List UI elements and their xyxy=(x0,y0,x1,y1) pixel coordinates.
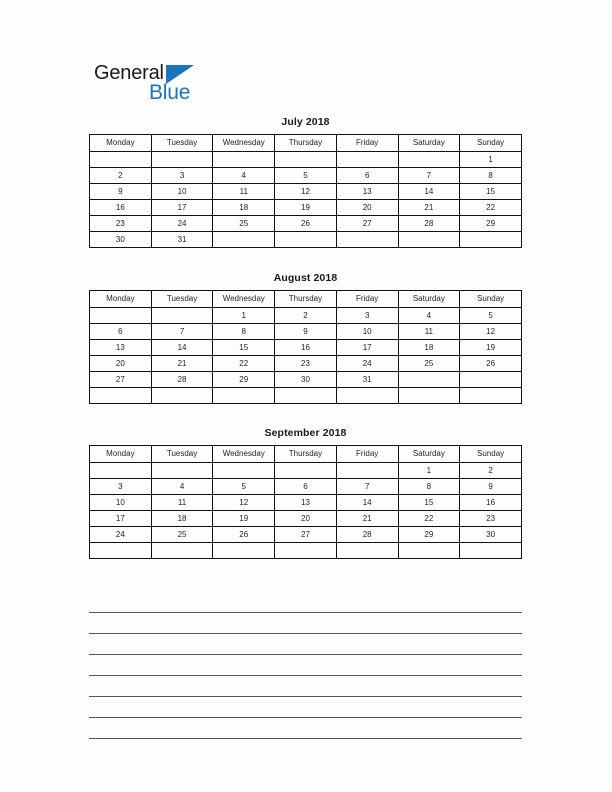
day-cell: 11 xyxy=(213,184,275,200)
day-cell-empty xyxy=(460,372,522,388)
general-blue-logo xyxy=(94,62,204,108)
day-cell-empty xyxy=(336,232,398,248)
day-cell: 31 xyxy=(151,232,213,248)
table-row xyxy=(90,168,522,184)
table-row xyxy=(90,495,522,511)
day-cell: 23 xyxy=(275,356,337,372)
day-cell: 20 xyxy=(90,356,152,372)
day-cell: 18 xyxy=(213,200,275,216)
note-line[interactable] xyxy=(89,592,522,613)
table-row xyxy=(90,527,522,543)
note-line[interactable] xyxy=(89,676,522,697)
day-cell: 19 xyxy=(213,511,275,527)
day-cell: 2 xyxy=(90,168,152,184)
day-cell: 17 xyxy=(90,511,152,527)
day-cell: 16 xyxy=(275,340,337,356)
day-cell: 30 xyxy=(460,527,522,543)
day-cell: 7 xyxy=(151,324,213,340)
day-cell: 13 xyxy=(275,495,337,511)
day-cell-empty xyxy=(213,543,275,559)
day-cell-empty xyxy=(151,543,213,559)
table-row xyxy=(90,216,522,232)
day-cell: 18 xyxy=(398,340,460,356)
note-line[interactable] xyxy=(89,718,522,739)
day-cell-empty xyxy=(90,463,152,479)
day-cell: 13 xyxy=(90,340,152,356)
logo-word-blue: Blue xyxy=(149,81,191,104)
table-row xyxy=(90,184,522,200)
day-cell-empty xyxy=(90,388,152,404)
weekday-header-friday: Friday xyxy=(336,446,398,463)
day-cell: 25 xyxy=(398,356,460,372)
weekday-header-wednesday: Wednesday xyxy=(213,446,275,463)
day-cell: 12 xyxy=(275,184,337,200)
day-cell: 15 xyxy=(460,184,522,200)
weekday-header-wednesday: Wednesday xyxy=(213,135,275,152)
day-cell: 20 xyxy=(336,200,398,216)
day-cell: 24 xyxy=(336,356,398,372)
table-header-row xyxy=(90,446,522,463)
day-cell-empty xyxy=(213,463,275,479)
day-cell: 5 xyxy=(275,168,337,184)
day-cell: 5 xyxy=(213,479,275,495)
day-cell: 29 xyxy=(460,216,522,232)
day-cell: 10 xyxy=(151,184,213,200)
logo-word-general: General xyxy=(94,62,164,84)
day-cell-empty xyxy=(460,543,522,559)
day-cell-empty xyxy=(398,388,460,404)
day-cell: 3 xyxy=(151,168,213,184)
month-block-august xyxy=(89,272,522,404)
day-cell-empty xyxy=(90,308,152,324)
weekday-header-sunday: Sunday xyxy=(460,291,522,308)
day-cell-empty xyxy=(213,152,275,168)
day-cell: 22 xyxy=(460,200,522,216)
day-cell: 24 xyxy=(90,527,152,543)
table-row xyxy=(90,340,522,356)
month-title: August 2018 xyxy=(273,272,338,284)
weekday-header-thursday: Thursday xyxy=(275,135,337,152)
day-cell: 16 xyxy=(460,495,522,511)
note-line[interactable] xyxy=(89,697,522,718)
day-cell: 19 xyxy=(460,340,522,356)
day-cell: 22 xyxy=(398,511,460,527)
table-row xyxy=(90,511,522,527)
note-line[interactable] xyxy=(89,613,522,634)
day-cell: 3 xyxy=(336,308,398,324)
table-row xyxy=(90,463,522,479)
day-cell: 3 xyxy=(90,479,152,495)
day-cell: 23 xyxy=(460,511,522,527)
day-cell: 10 xyxy=(336,324,398,340)
table-row xyxy=(90,152,522,168)
day-cell: 24 xyxy=(151,216,213,232)
calendar-table xyxy=(89,290,522,404)
day-cell: 12 xyxy=(460,324,522,340)
note-line[interactable] xyxy=(89,655,522,676)
day-cell: 7 xyxy=(336,479,398,495)
weekday-header-sunday: Sunday xyxy=(460,446,522,463)
weekday-header-thursday: Thursday xyxy=(275,291,337,308)
day-cell: 15 xyxy=(398,495,460,511)
table-header-row xyxy=(90,135,522,152)
day-cell: 6 xyxy=(275,479,337,495)
day-cell: 4 xyxy=(398,308,460,324)
day-cell: 28 xyxy=(151,372,213,388)
day-cell: 8 xyxy=(213,324,275,340)
month-title: July 2018 xyxy=(281,116,330,128)
day-cell: 4 xyxy=(213,168,275,184)
day-cell-empty xyxy=(336,463,398,479)
day-cell: 4 xyxy=(151,479,213,495)
table-row xyxy=(90,479,522,495)
day-cell: 21 xyxy=(398,200,460,216)
day-cell-empty xyxy=(213,388,275,404)
day-cell: 1 xyxy=(398,463,460,479)
table-row xyxy=(90,372,522,388)
day-cell-empty xyxy=(460,388,522,404)
day-cell-empty xyxy=(90,543,152,559)
note-line[interactable] xyxy=(89,634,522,655)
day-cell-empty xyxy=(336,388,398,404)
weekday-header-saturday: Saturday xyxy=(398,291,460,308)
day-cell: 29 xyxy=(398,527,460,543)
calendar-header-row xyxy=(90,291,522,308)
day-cell-empty xyxy=(275,463,337,479)
table-row xyxy=(90,324,522,340)
table-header-row xyxy=(90,291,522,308)
table-row xyxy=(90,543,522,559)
day-cell: 30 xyxy=(275,372,337,388)
day-cell-empty xyxy=(398,372,460,388)
day-cell: 14 xyxy=(151,340,213,356)
day-cell-empty xyxy=(336,543,398,559)
weekday-header-friday: Friday xyxy=(336,291,398,308)
day-cell: 19 xyxy=(275,200,337,216)
day-cell-empty xyxy=(90,152,152,168)
calendar-header-row xyxy=(90,446,522,463)
weekday-header-saturday: Saturday xyxy=(398,446,460,463)
weekday-header-saturday: Saturday xyxy=(398,135,460,152)
table-row xyxy=(90,308,522,324)
calendar-table xyxy=(89,134,522,248)
day-cell: 21 xyxy=(151,356,213,372)
day-cell-empty xyxy=(275,388,337,404)
day-cell-empty xyxy=(275,152,337,168)
weekday-header-tuesday: Tuesday xyxy=(151,135,213,152)
day-cell: 1 xyxy=(460,152,522,168)
day-cell: 27 xyxy=(275,527,337,543)
day-cell: 28 xyxy=(336,527,398,543)
day-cell-empty xyxy=(398,543,460,559)
weekday-header-monday: Monday xyxy=(90,446,152,463)
day-cell: 26 xyxy=(213,527,275,543)
day-cell: 16 xyxy=(90,200,152,216)
table-row xyxy=(90,200,522,216)
day-cell: 27 xyxy=(90,372,152,388)
day-cell: 29 xyxy=(213,372,275,388)
day-cell: 30 xyxy=(90,232,152,248)
day-cell: 10 xyxy=(90,495,152,511)
day-cell: 23 xyxy=(90,216,152,232)
table-row xyxy=(90,232,522,248)
day-cell: 8 xyxy=(460,168,522,184)
weekday-header-tuesday: Tuesday xyxy=(151,291,213,308)
day-cell-empty xyxy=(275,232,337,248)
day-cell: 20 xyxy=(275,511,337,527)
day-cell: 22 xyxy=(213,356,275,372)
day-cell-empty xyxy=(460,232,522,248)
day-cell: 9 xyxy=(275,324,337,340)
day-cell: 25 xyxy=(213,216,275,232)
table-row xyxy=(90,356,522,372)
day-cell: 1 xyxy=(213,308,275,324)
day-cell: 27 xyxy=(336,216,398,232)
day-cell: 2 xyxy=(275,308,337,324)
day-cell: 17 xyxy=(151,200,213,216)
day-cell-empty xyxy=(213,232,275,248)
calendar-header-row xyxy=(90,135,522,152)
day-cell-empty xyxy=(151,388,213,404)
calendar-body xyxy=(90,463,522,559)
day-cell: 31 xyxy=(336,372,398,388)
weekday-header-tuesday: Tuesday xyxy=(151,446,213,463)
day-cell: 5 xyxy=(460,308,522,324)
notes-area xyxy=(89,592,522,739)
day-cell: 26 xyxy=(275,216,337,232)
day-cell-empty xyxy=(336,152,398,168)
month-title: September 2018 xyxy=(264,427,347,439)
calendar-table xyxy=(89,445,522,559)
day-cell: 26 xyxy=(460,356,522,372)
day-cell: 6 xyxy=(336,168,398,184)
day-cell: 11 xyxy=(151,495,213,511)
day-cell: 15 xyxy=(213,340,275,356)
month-block-september xyxy=(89,427,522,559)
day-cell-empty xyxy=(398,152,460,168)
day-cell: 7 xyxy=(398,168,460,184)
day-cell-empty xyxy=(151,463,213,479)
day-cell: 12 xyxy=(213,495,275,511)
day-cell: 28 xyxy=(398,216,460,232)
weekday-header-thursday: Thursday xyxy=(275,446,337,463)
day-cell: 21 xyxy=(336,511,398,527)
day-cell: 2 xyxy=(460,463,522,479)
calendar-body xyxy=(90,308,522,404)
weekday-header-monday: Monday xyxy=(90,291,152,308)
calendar-body xyxy=(90,152,522,248)
month-block-july xyxy=(89,116,522,248)
day-cell: 14 xyxy=(336,495,398,511)
day-cell: 13 xyxy=(336,184,398,200)
day-cell: 8 xyxy=(398,479,460,495)
day-cell: 14 xyxy=(398,184,460,200)
day-cell: 18 xyxy=(151,511,213,527)
day-cell-empty xyxy=(151,308,213,324)
day-cell: 9 xyxy=(460,479,522,495)
day-cell: 17 xyxy=(336,340,398,356)
day-cell-empty xyxy=(151,152,213,168)
weekday-header-sunday: Sunday xyxy=(460,135,522,152)
day-cell: 9 xyxy=(90,184,152,200)
day-cell: 11 xyxy=(398,324,460,340)
table-row xyxy=(90,388,522,404)
day-cell: 25 xyxy=(151,527,213,543)
day-cell-empty xyxy=(275,543,337,559)
day-cell: 6 xyxy=(90,324,152,340)
weekday-header-friday: Friday xyxy=(336,135,398,152)
weekday-header-wednesday: Wednesday xyxy=(213,291,275,308)
weekday-header-monday: Monday xyxy=(90,135,152,152)
day-cell-empty xyxy=(398,232,460,248)
